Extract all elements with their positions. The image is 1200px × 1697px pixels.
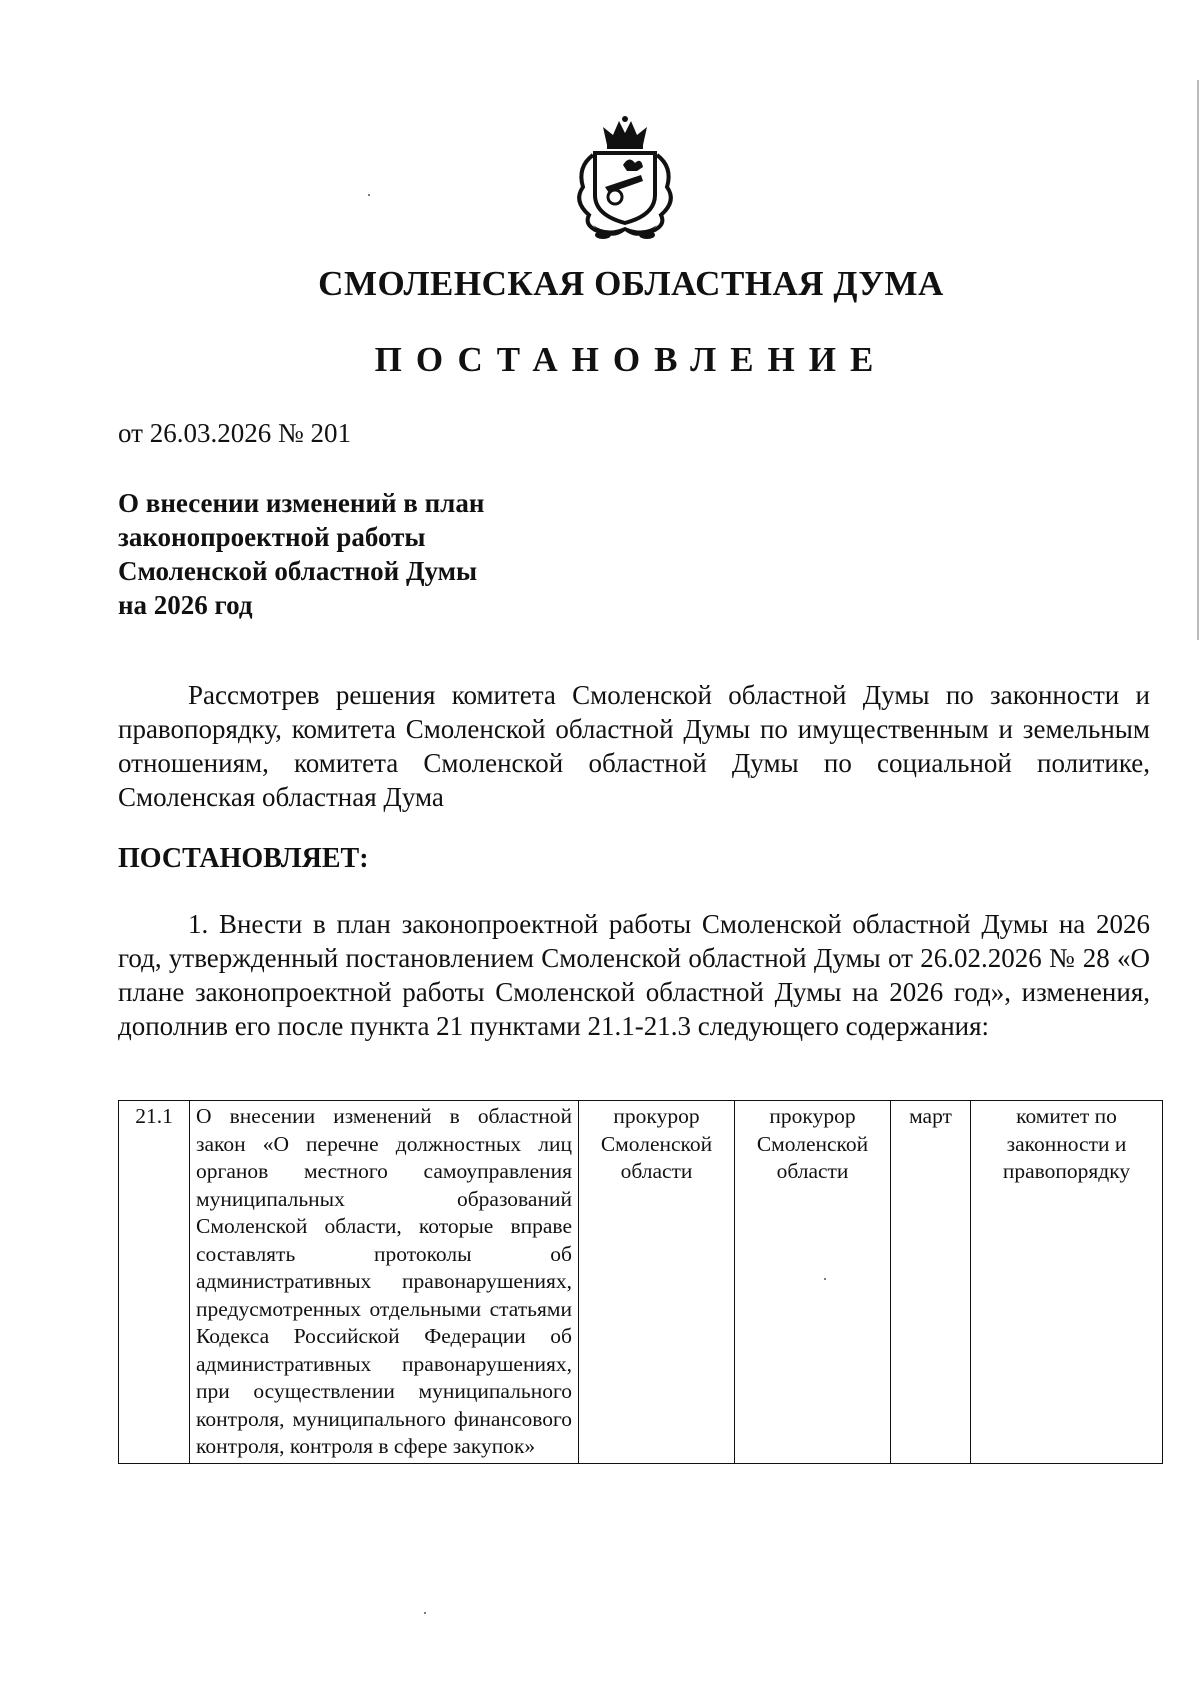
coat-of-arms-smolensk-icon: [563, 115, 687, 243]
document-subject: [118, 486, 718, 622]
scan-speck: [824, 1278, 826, 1280]
resolves-heading: ПОСТАНОВЛЯЕТ:: [118, 843, 369, 874]
resolution-item-1: 1. Внести в план законопроектной работы Смоленской областной Думы на 2026 год, утвержденный постановлением Смоленской областной Думы от 26.02.2026 № 28 «О плане законопроектной работы Смоленской областной Думы на 2026 год», изменения, дополнив его после пункта 21 пунктами 21.1-21.3 следующего содержания:: [118, 909, 1150, 1041]
document-date-number: от 26.03.2026 № 201: [118, 418, 351, 448]
responsible-committee-cell: комитет по законности и правопорядку: [971, 1101, 1163, 1464]
scan-speck: [368, 194, 370, 196]
initiator-cell: прокурор Смоленской области: [579, 1101, 735, 1464]
bill-title-cell: О внесении изменений в областной закон «О перечне должностных лиц органов местного самоуправления муниципальных образований Смоленской области, которые вправе составлять протоколы об административных правонарушениях, предусмотренных отдельными статьями Кодекса Российской Федерации об административных правонарушениях, при осуществлении муниципального контроля, муниципального финансового контроля, контроля в сфере закупок»: [190, 1101, 579, 1464]
subject-line: О внесении изменений в план: [118, 488, 485, 518]
preamble-paragraph: Рассмотрев решения комитета Смоленской областной Думы по законности и правопорядку, комитета Смоленской областной Думы по имущественным и земельным отношениям, комитета Смоленской областной Думы по социальной политике, Смоленская областная Дума: [118, 680, 1150, 812]
subject-line: Смоленской областной Думы: [118, 556, 478, 586]
scan-speck: [424, 1612, 426, 1614]
table-row: [119, 1101, 1163, 1464]
term-cell: март: [891, 1101, 971, 1464]
organization-title: СМОЛЕНСКАЯ ОБЛАСТНАЯ ДУМА: [318, 264, 944, 303]
subject-line: законопроектной работы: [118, 522, 426, 552]
document-type-heading: ПОСТАНОВЛЕНИЕ: [374, 340, 888, 379]
subject-line: на 2026 год: [118, 590, 253, 620]
executor-cell: прокурор Смоленской области: [735, 1101, 891, 1464]
plan-amendment-table: [118, 1100, 1163, 1464]
row-number-cell: 21.1: [119, 1101, 190, 1464]
